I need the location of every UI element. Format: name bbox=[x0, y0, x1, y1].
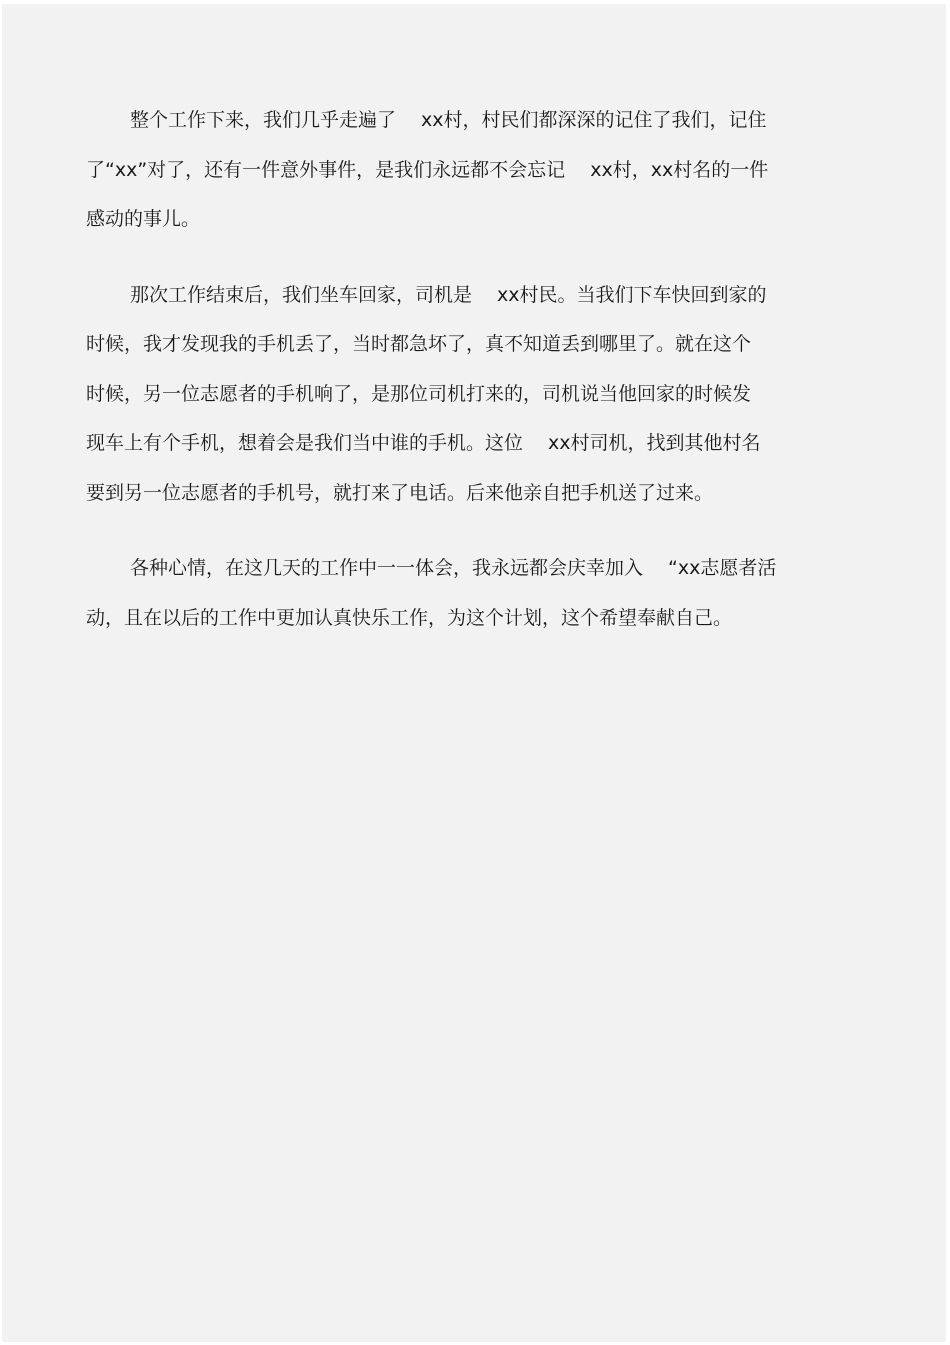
paragraph-line: 要到另一位志愿者的手机号，就打来了电话。后来他亲自把手机送了过来。 bbox=[86, 481, 714, 504]
paragraph-line: 各种心情，在这几天的工作中一一体会，我永远都会庆幸加入 “xx志愿者活 bbox=[130, 557, 777, 579]
paragraph-line: 动，且在以后的工作中更加认真快乐工作，为这个计划，这个希望奉献自己。 bbox=[86, 606, 733, 629]
document-page bbox=[2, 4, 946, 1342]
document-body bbox=[86, 96, 862, 669]
paragraph-line: 感动的事儿。 bbox=[86, 208, 201, 230]
paragraph-3 bbox=[86, 544, 862, 643]
paragraph-line: 时候，我才发现我的手机丢了，当时都急坏了，真不知道丢到哪里了。就在这个 bbox=[86, 333, 752, 355]
paragraph-line: 整个工作下来，我们几乎走遍了 xx村，村民们都深深的记住了我们，记住 bbox=[130, 109, 767, 131]
paragraph-2 bbox=[86, 271, 862, 519]
paragraph-line: 现车上有个手机，想着会是我们当中谁的手机。这位 xx村司机，找到其他村名 bbox=[86, 432, 761, 454]
paragraph-line: 了“xx”对了，还有一件意外事件，是我们永远都不会忘记 xx村，xx村名的一件 bbox=[86, 158, 769, 181]
paragraph-1 bbox=[86, 96, 862, 245]
paragraph-line: 时候，另一位志愿者的手机响了，是那位司机打来的，司机说当他回家的时候发 bbox=[86, 382, 752, 405]
paragraph-line: 那次工作结束后，我们坐车回家，司机是 xx村民。当我们下车快回到家的 bbox=[130, 283, 767, 306]
